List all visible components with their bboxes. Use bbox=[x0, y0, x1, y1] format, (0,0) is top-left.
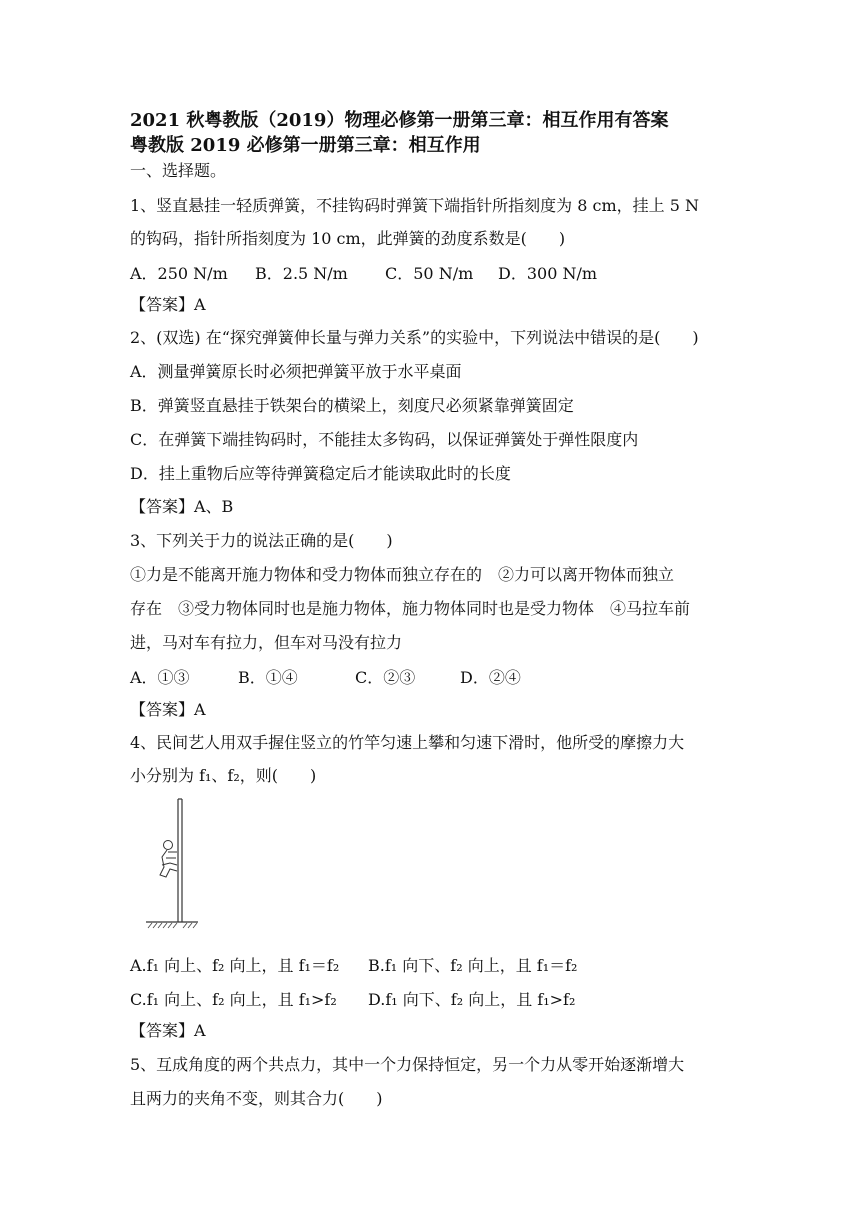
q4-option-a: A.f₁ 向上、f₂ 向上，且 f₁＝f₂ bbox=[130, 956, 340, 975]
q3-statements-line2: 存在 ③受力物体同时也是施力物体，施力物体同时也是受力物体 ④马拉车前 bbox=[130, 599, 691, 618]
q3-option-c: C．②③ bbox=[355, 668, 416, 687]
pole-climber-figure bbox=[140, 795, 200, 930]
q2-option-b: B．弹簧竖直悬挂于铁架台的横梁上，刻度尺必须紧靠弹簧固定 bbox=[130, 396, 574, 415]
q1-stem-line2: 的钩码，指针所指刻度为 10 cm，此弹簧的劲度系数是( ) bbox=[130, 229, 566, 248]
q4-answer: 【答案】A bbox=[130, 1021, 206, 1040]
q1-option-c: C．50 N/m bbox=[385, 264, 474, 283]
q2-stem: 2、(双选) 在“探究弹簧伸长量与弹力关系”的实验中，下列说法中错误的是( ) bbox=[130, 328, 699, 347]
doc-title: 2021 秋粤教版（2019）物理必修第一册第三章：相互作用有答案 bbox=[130, 110, 669, 131]
q5-stem-line2: 且两力的夹角不变，则其合力( ) bbox=[130, 1089, 383, 1108]
q2-answer: 【答案】A、B bbox=[130, 497, 234, 516]
q4-stem-line2: 小分别为 f₁、f₂，则( ) bbox=[130, 766, 317, 785]
q2-option-c: C．在弹簧下端挂钩码时，不能挂太多钩码，以保证弹簧处于弹性限度内 bbox=[130, 430, 639, 449]
q4-option-c: C.f₁ 向上、f₂ 向上，且 f₁>f₂ bbox=[130, 990, 337, 1009]
section-heading: 一、选择题。 bbox=[130, 161, 227, 180]
q1-stem-line1: 1、竖直悬挂一轻质弹簧，不挂钩码时弹簧下端指针所指刻度为 8 cm，挂上 5 N bbox=[130, 196, 700, 215]
q3-option-a: A．①③ bbox=[130, 668, 190, 687]
doc-subtitle: 粤教版 2019 必修第一册第三章：相互作用 bbox=[130, 135, 481, 156]
q3-option-b: B．①④ bbox=[238, 668, 298, 687]
q3-answer: 【答案】A bbox=[130, 700, 206, 719]
q2-option-d: D．挂上重物后应等待弹簧稳定后才能读取此时的长度 bbox=[130, 464, 511, 483]
q3-statements-line1: ①力是不能离开施力物体和受力物体而独立存在的 ②力可以离开物体而独立 bbox=[130, 565, 675, 584]
q1-option-a: A．250 N/m bbox=[130, 264, 228, 283]
q3-option-d: D．②④ bbox=[460, 668, 521, 687]
q1-answer: 【答案】A bbox=[130, 295, 206, 314]
q1-option-b: B．2.5 N/m bbox=[255, 264, 348, 283]
q3-statements-line3: 进，马对车有拉力，但车对马没有拉力 bbox=[130, 633, 403, 652]
q3-stem: 3、下列关于力的说法正确的是( ) bbox=[130, 531, 393, 550]
q2-option-a: A．测量弹簧原长时必须把弹簧平放于水平桌面 bbox=[130, 362, 462, 381]
q4-option-b: B.f₁ 向下、f₂ 向上，且 f₁＝f₂ bbox=[368, 956, 578, 975]
q4-stem-line1: 4、民间艺人用双手握住竖立的竹竿匀速上攀和匀速下滑时，他所受的摩擦力大 bbox=[130, 733, 685, 752]
q5-stem-line1: 5、互成角度的两个共点力，其中一个力保持恒定，另一个力从零开始逐渐增大 bbox=[130, 1055, 685, 1074]
q4-option-d: D.f₁ 向下、f₂ 向上，且 f₁>f₂ bbox=[368, 990, 576, 1009]
q1-option-d: D．300 N/m bbox=[498, 264, 598, 283]
